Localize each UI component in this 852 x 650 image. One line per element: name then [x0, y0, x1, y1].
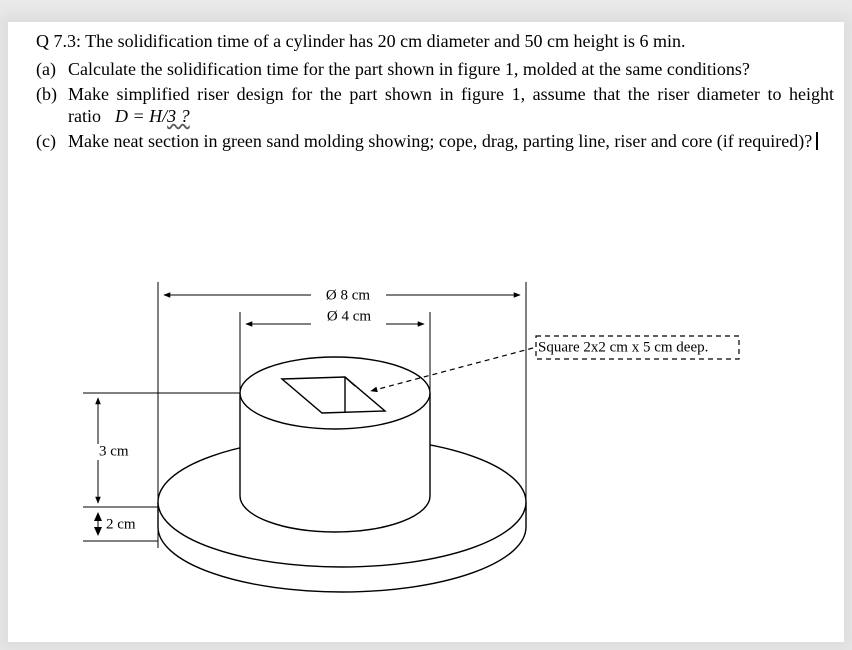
upper-height-dimension	[98, 398, 129, 503]
hole-note-text: Square 2x2 cm x 5 cm deep.	[538, 339, 709, 356]
ratio-prefix: D = H/	[115, 106, 168, 126]
ratio-suffix: ?	[176, 106, 190, 126]
part-b-text: Make simplified riser design for the part shown in figure 1, assume that the riser diameter to height ratio	[68, 84, 834, 126]
base-height-dimension	[94, 512, 136, 536]
inner-diameter-dimension	[246, 308, 424, 324]
part-c-text: Make neat section in green sand molding showing; cope, drag, parting line, riser and core (if required)?	[68, 131, 813, 151]
upper-cylinder-top	[240, 357, 430, 429]
ratio-value: 3	[167, 106, 177, 126]
question-title: Q 7.3: The solidification time of a cylinder has 20 cm diameter and 50 cm height is 6 min.	[36, 31, 686, 51]
part-a-label: (a)	[36, 59, 56, 79]
part-c-label: (c)	[36, 131, 56, 151]
outer-diameter-label: Ø 8 cm	[325, 287, 371, 304]
inner-diameter-label: Ø 4 cm	[326, 308, 372, 325]
base-height-label: 2 cm	[106, 516, 136, 533]
part-a-text: Calculate the solidification time for the part shown in figure 1, molded at the same conditions?	[68, 59, 750, 79]
hole-note	[536, 336, 739, 359]
outer-diameter-dimension	[164, 287, 520, 303]
upper-height-label: 3 cm	[99, 443, 129, 460]
part-b-label: (b)	[36, 84, 57, 104]
